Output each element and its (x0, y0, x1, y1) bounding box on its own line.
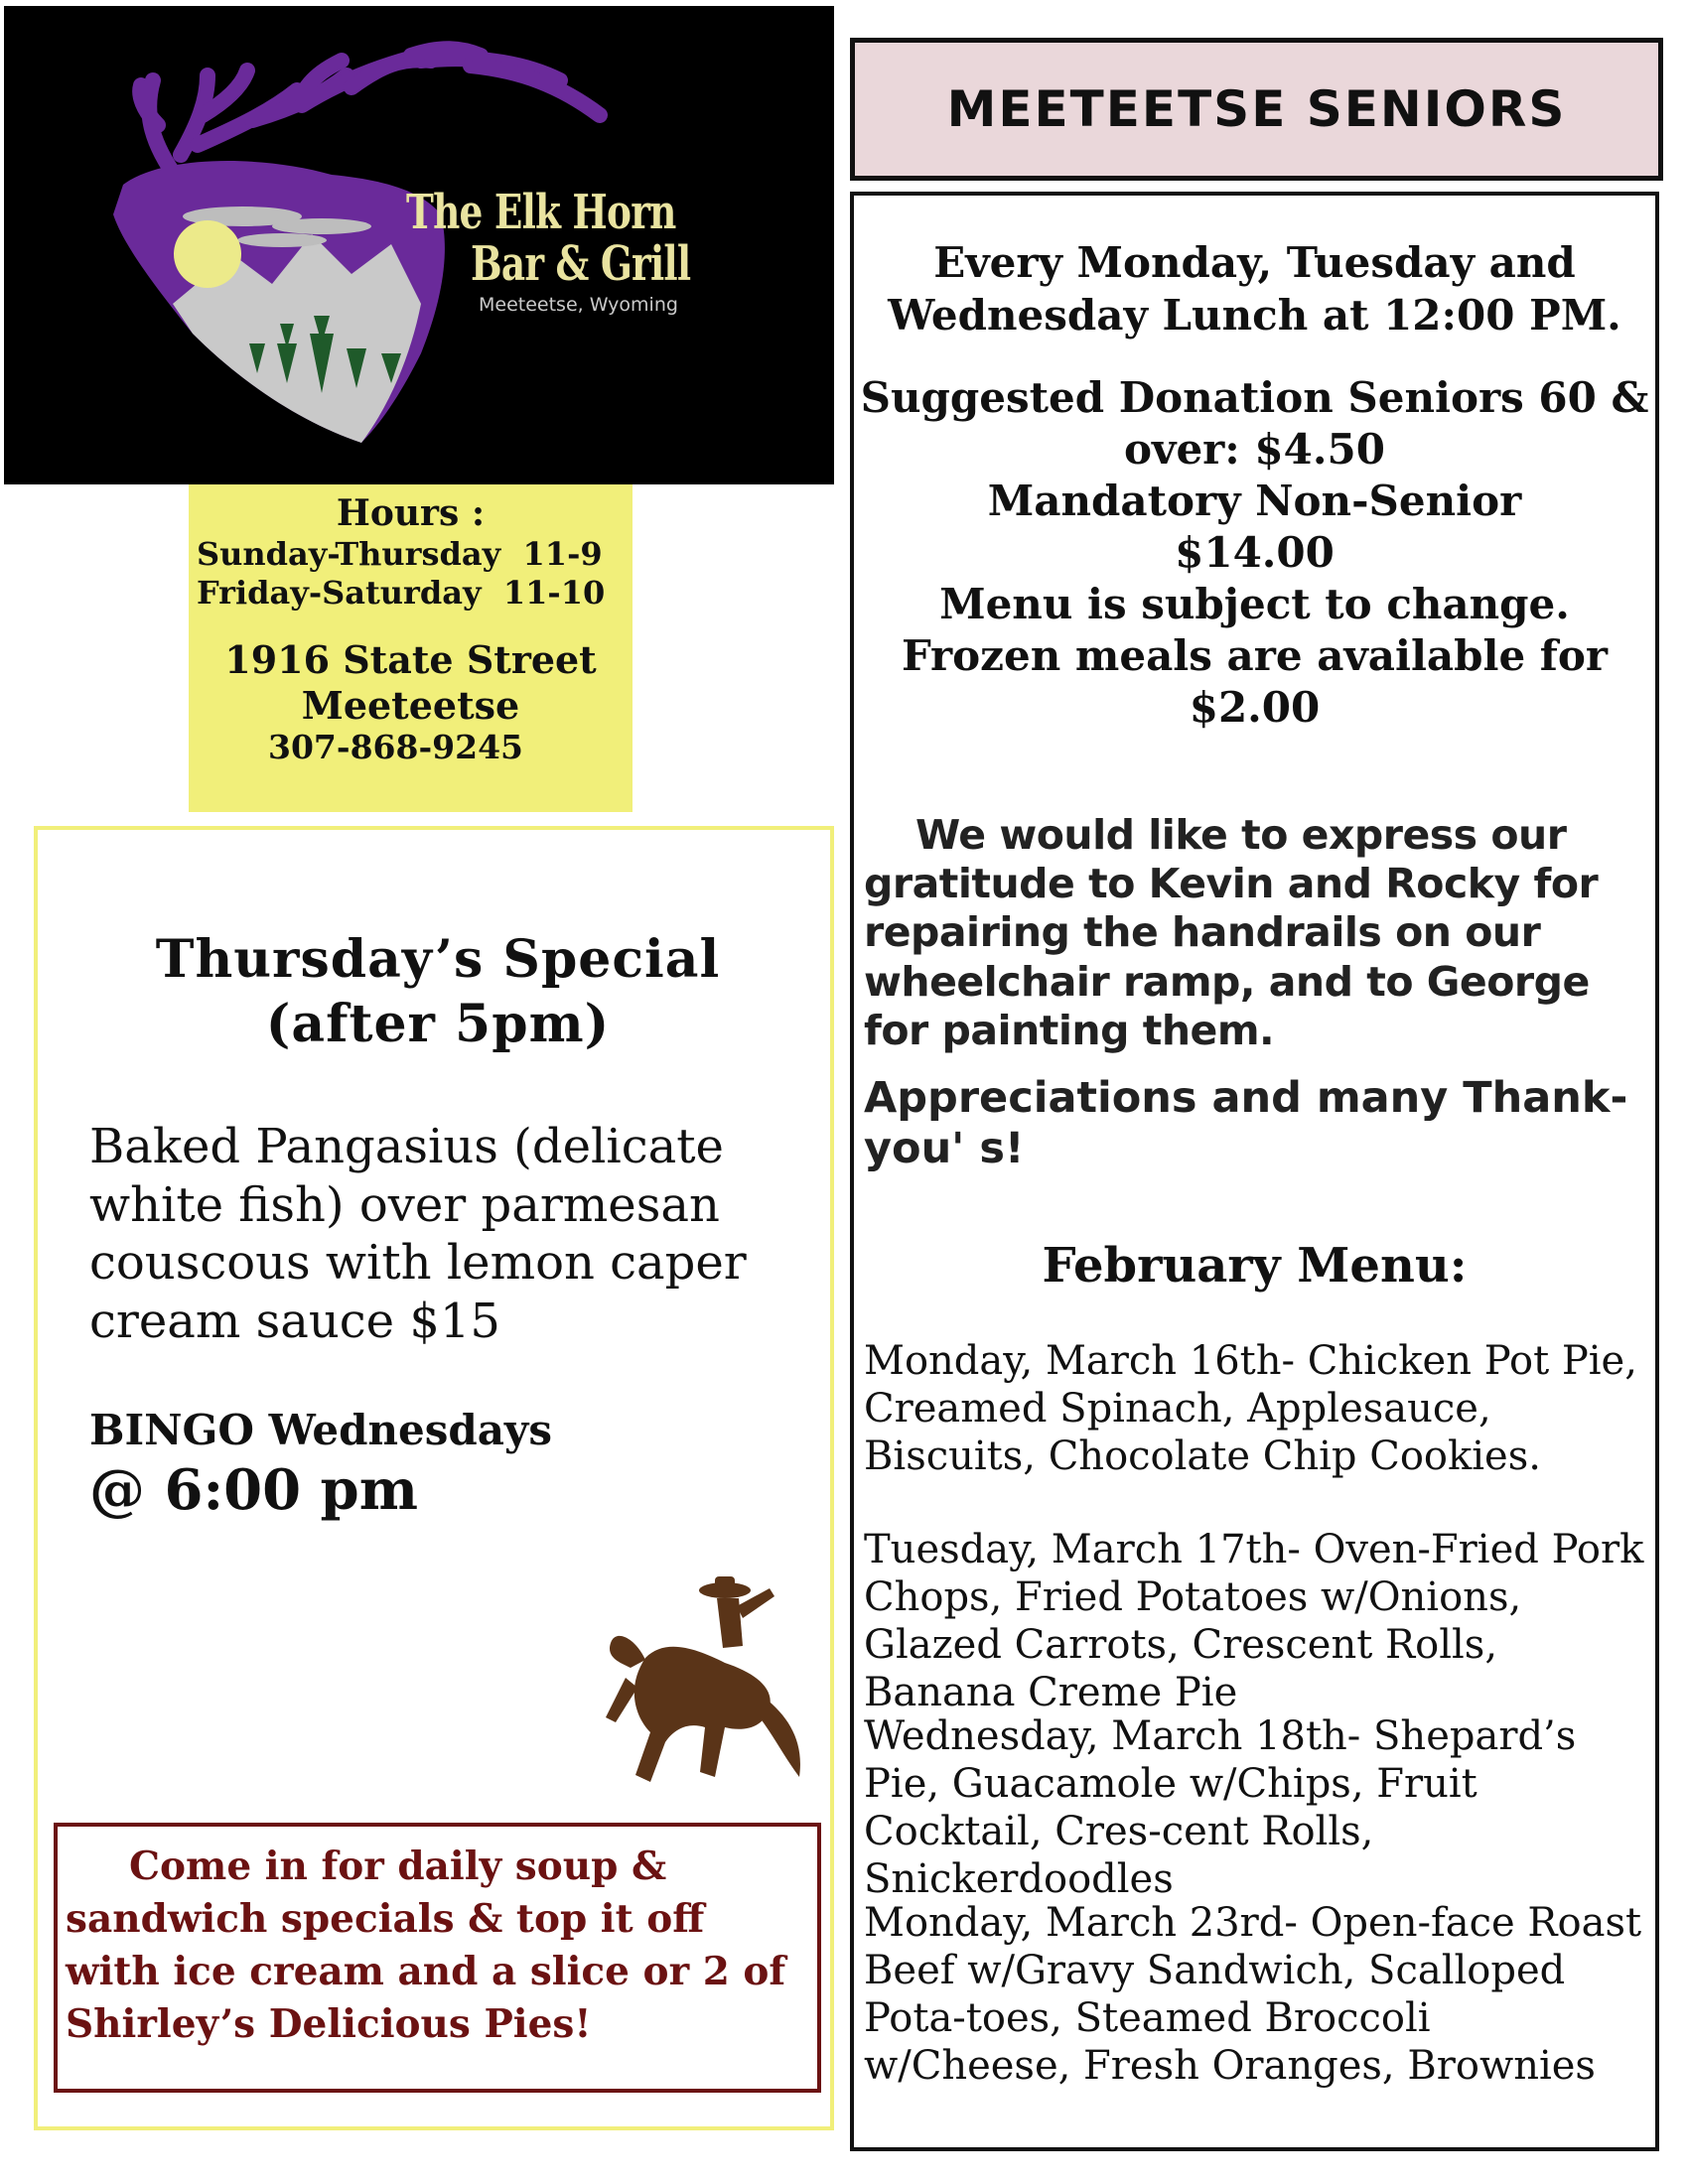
menu-title: February Menu: (1042, 1238, 1468, 1294)
bingo-label: BINGO Wednesdays (89, 1406, 552, 1454)
donation-line5: Menu is subject to change. (939, 580, 1570, 629)
seniors-heading: MEETEETSE SENIORS (946, 80, 1567, 138)
soup-line-rest: sandwich specials & top it off with ice cream and a slice or 2 of Shirley’s Delicious Pies! (66, 1896, 786, 2048)
soup-special-box (54, 1823, 821, 2093)
special-title (38, 927, 838, 1056)
gratitude-note (864, 811, 1648, 1055)
hours-line-weekend: Friday-Saturday 11-10 (197, 573, 606, 612)
gratitude-line-rest: gratitude to Kevin and Rocky for repairing the handrails on our wheelchair ramp, and to George for painting them. (864, 860, 1599, 1054)
address-town: Meeteetse (301, 682, 520, 728)
donation-line6: Frozen meals are available for $2.00 (901, 631, 1609, 733)
donation-info (854, 372, 1655, 735)
logo-name-line2: Bar & Grill (471, 236, 691, 292)
phone-number: 307-868-9245 (267, 728, 523, 767)
hours-line-weekday: Sunday-Thursday 11-9 (197, 535, 603, 574)
appreciation-note: Appreciations and many Thank-you' s! (864, 1073, 1628, 1173)
elk-horn-logo (4, 6, 834, 484)
special-description: Baked Pangasius (delicate white fish) over parmesan couscous with lemon caper cream sauce $15 (89, 1119, 747, 1349)
bingo-time: @ 6:00 pm (89, 1457, 418, 1523)
seniors-info-box (850, 192, 1659, 2151)
donation-line4: $14.00 (1175, 528, 1335, 578)
schedule-line1: Every Monday, Tuesday and (933, 238, 1576, 287)
lunch-schedule (854, 237, 1655, 342)
logo-name-line1: The Elk Horn (406, 185, 676, 240)
menu-item: Monday, March 16th- Chicken Pot Pie, Creamed Spinach, Applesauce, Biscuits, Chocolate Chip Cookies. (864, 1338, 1637, 1479)
donation-line2: over: $4.50 (1124, 425, 1385, 475)
gratitude-line1: We would like to express our (915, 811, 1567, 859)
bucking-horse-icon (606, 1569, 814, 1827)
donation-line3: Mandatory Non-Senior (987, 477, 1522, 526)
menu-item: Wednesday, March 18th- Shepard’s Pie, Guacamole w/Chips, Fruit Cocktail, Cres-cent Rolls, Snickerdoodles (864, 1713, 1577, 1902)
special-title-line2: (after 5pm) (265, 994, 611, 1054)
schedule-line2: Wednesday Lunch at 12:00 PM. (888, 290, 1621, 340)
special-title-line1: Thursday’s Special (155, 929, 721, 990)
elk-head-icon (4, 6, 834, 484)
thursday-special-box (34, 826, 834, 2130)
donation-line1: Suggested Donation Seniors 60 & (860, 373, 1649, 422)
address-street: 1916 State Street (224, 636, 597, 682)
hours-title: Hours : (336, 492, 486, 534)
menu-item: Monday, March 23rd- Open-face Roast Beef w/Gravy Sandwich, Scalloped Pota-toes, Steamed Broccoli w/Cheese, Fresh Oranges, Brownies (864, 1900, 1642, 2089)
logo-town: Meeteetse, Wyoming (479, 294, 678, 316)
seniors-heading-box (850, 38, 1663, 181)
soup-line1: Come in for daily soup & (129, 1843, 667, 1889)
menu-item: Tuesday, March 17th- Oven-Fried Pork Chops, Fried Potatoes w/Onions, Glazed Carrots, Crescent Rolls, Banana Creme Pie (864, 1527, 1644, 1715)
hours-box (189, 484, 633, 812)
